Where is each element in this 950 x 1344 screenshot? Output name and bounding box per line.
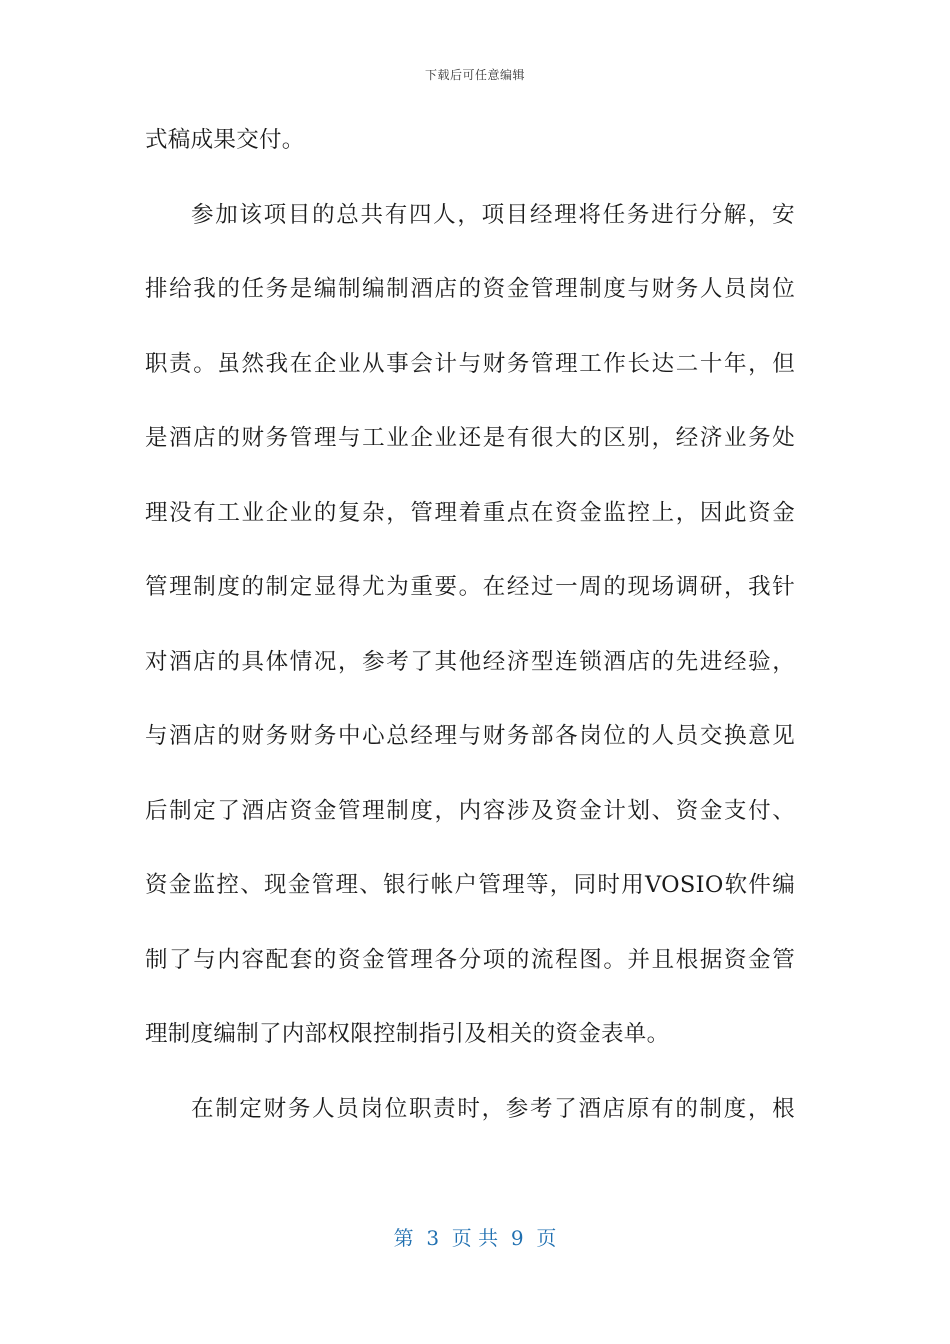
body-line: 对酒店的具体情况，参考了其他经济型连锁酒店的先进经验， (145, 648, 795, 675)
body-line: 理没有工业企业的复杂，管理着重点在资金监控上，因此资金 (145, 499, 795, 526)
body-line: 管理制度的制定显得尤为重要。在经过一周的现场调研，我针 (145, 574, 795, 600)
body-line: 参加该项目的总共有四人，项目经理将任务进行分解，安 (191, 201, 795, 228)
body-line: 后制定了酒店资金管理制度，内容涉及资金计划、资金支付、 (145, 797, 795, 824)
body-line: 排给我的任务是编制编制酒店的资金管理制度与财务人员岗位 (145, 276, 795, 302)
body-line: 理制度编制了内部权限控制指引及相关的资金表单。 (145, 1021, 670, 1047)
body-line: 职责。虽然我在企业从事会计与财务管理工作长达二十年，但 (145, 350, 795, 377)
body-line: 制了与内容配套的资金管理各分项的流程图。并且根据资金管 (145, 946, 795, 973)
page-number: 第 3 页 共 9 页 (393, 1226, 557, 1250)
body-line: 资金监控、现金管理、银行帐户管理等，同时用VOSIO软件编 (145, 872, 795, 898)
document-body (145, 118, 795, 1161)
body-line: 与酒店的财务财务中心总经理与财务部各岗位的人员交换意见 (145, 723, 795, 749)
page-header-note: 下载后可任意编辑 (424, 68, 525, 82)
body-line: 在制定财务人员岗位职责时，参考了酒店原有的制度，根 (191, 1095, 795, 1122)
body-line: 式稿成果交付。 (145, 127, 305, 153)
body-line: 是酒店的财务管理与工业企业还是有很大的区别，经济业务处 (145, 425, 795, 451)
